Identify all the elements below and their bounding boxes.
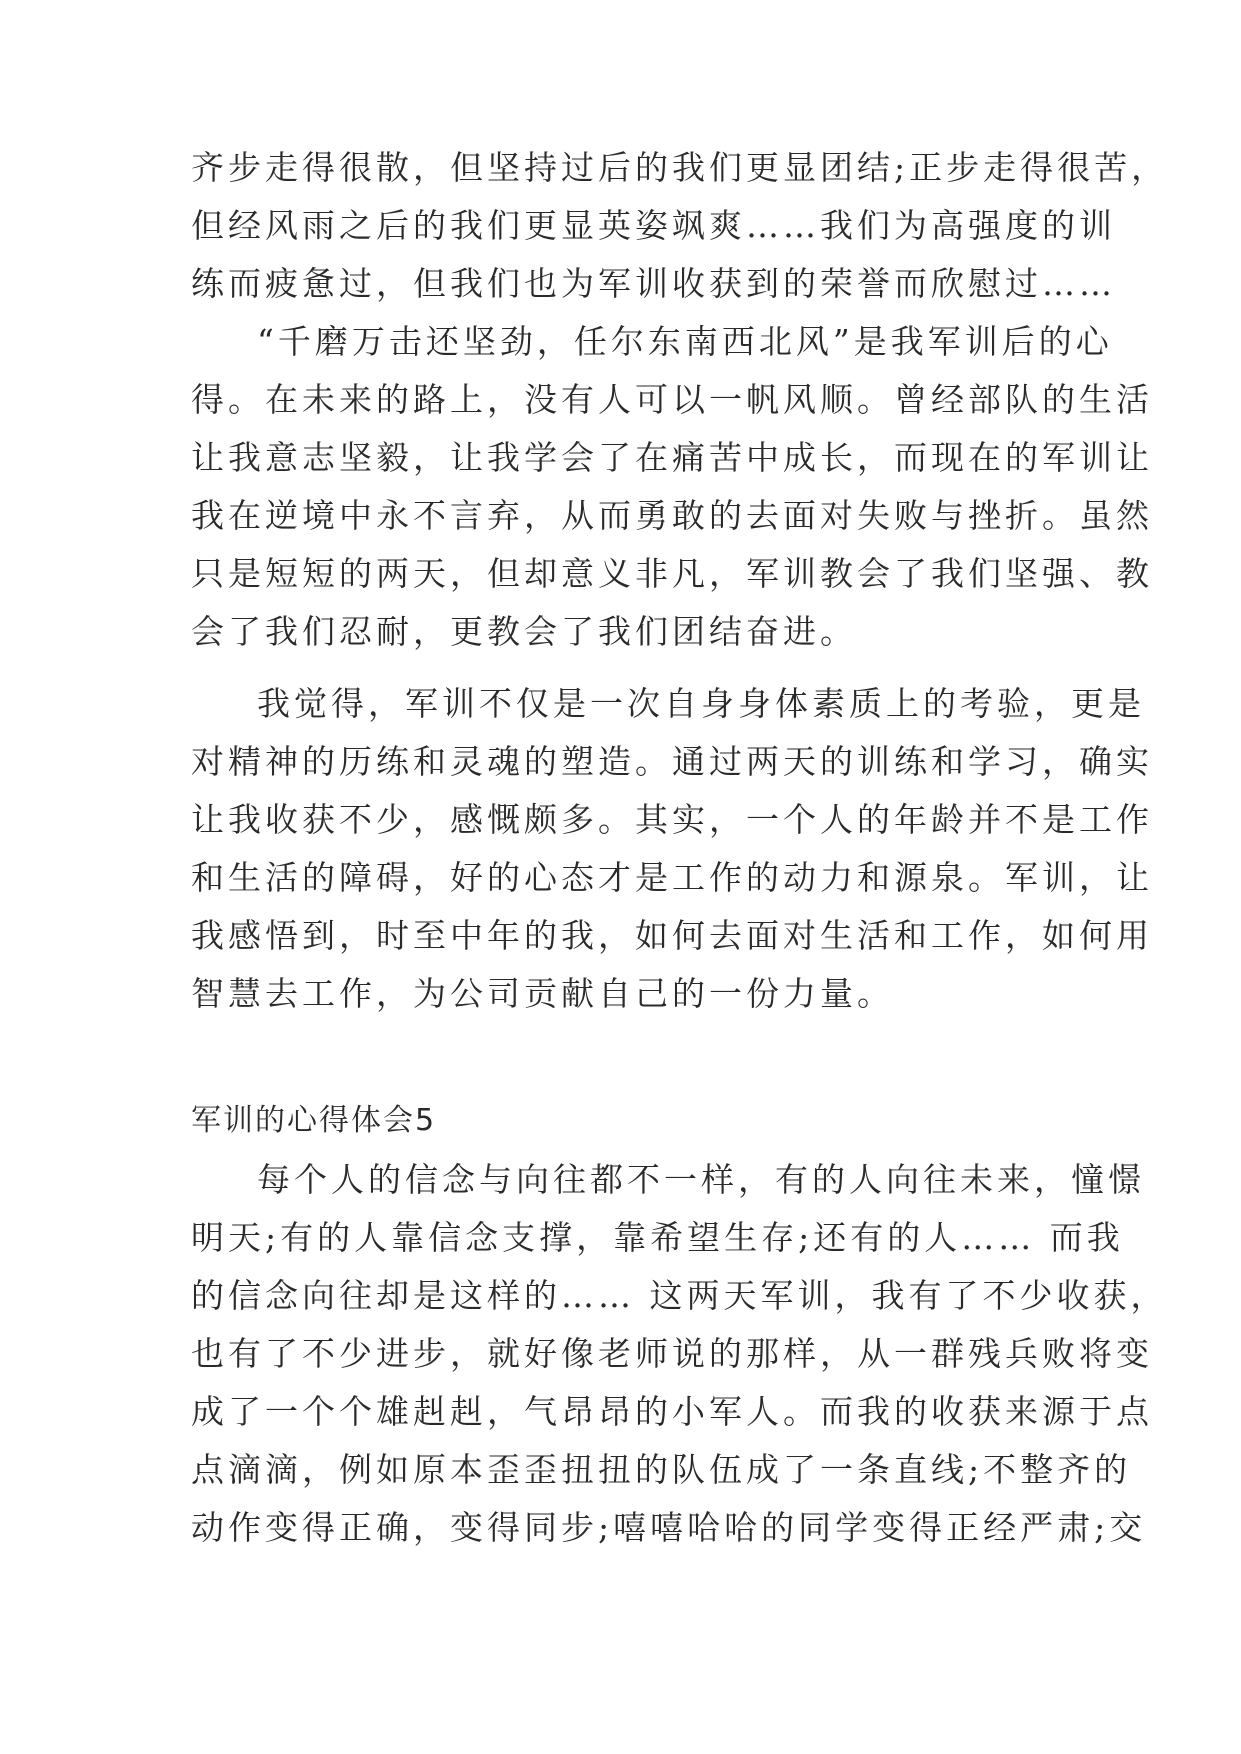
paragraph-2-line-1: “千磨万击还坚劲，任尔东南西北风”是我军训后的心 <box>257 322 1113 361</box>
paragraph-3-line-1: 我觉得，军训不仅是一次自身身体素质上的考验，更是 <box>257 684 1145 723</box>
paragraph-4-line-3: 的信念向往却是这样的…… 这两天军训，我有了不少收获， <box>191 1276 1168 1315</box>
paragraph-3-line-4: 和生活的障碍，好的心态才是工作的动力和源泉。军训，让 <box>191 858 1153 897</box>
paragraph-4-line-6: 点滴滴，例如原本歪歪扭扭的队伍成了一条直线;不整齐的 <box>191 1450 1132 1489</box>
paragraph-3-line-2: 对精神的历练和灵魂的塑造。通过两天的训练和学习，确实 <box>191 742 1153 781</box>
paragraph-4-line-1: 每个人的信念与向往都不一样，有的人向往未来，憧憬 <box>257 1160 1145 1199</box>
paragraph-4-line-2: 明天;有的人靠信念支撑，靠希望生存;还有的人…… 而我 <box>191 1218 1124 1257</box>
paragraph-4-line-7: 动作变得正确，变得同步;嘻嘻哈哈的同学变得正经严肃;交 <box>191 1508 1147 1547</box>
paragraph-2-line-2: 得。在未来的路上，没有人可以一帆风顺。曾经部队的生活 <box>191 380 1153 419</box>
paragraph-3-line-5: 我感悟到，时至中年的我，如何去面对生活和工作，如何用 <box>191 916 1153 955</box>
paragraph-2-line-6: 会了我们忍耐，更教会了我们团结奋进。 <box>191 612 857 651</box>
paragraph-2-line-5: 只是短短的两天，但却意义非凡，军训教会了我们坚强、教 <box>191 554 1153 593</box>
paragraph-1-line-1: 齐步走得很散，但坚持过后的我们更显团结;正步走得很苦， <box>191 148 1169 187</box>
paragraph-1-line-2: 但经风雨之后的我们更显英姿飒爽……我们为高强度的训 <box>191 206 1116 245</box>
paragraph-2-line-4: 我在逆境中永不言弃，从而勇敢的去面对失败与挫折。虽然 <box>191 496 1153 535</box>
paragraph-1-line-3: 练而疲惫过，但我们也为军训收获到的荣誉而欣慰过…… <box>191 264 1116 303</box>
paragraph-4-line-4: 也有了不少进步，就好像老师说的那样，从一群残兵败将变 <box>191 1334 1153 1373</box>
paragraph-4-line-5: 成了一个个雄赳赳，气昂昂的小军人。而我的收获来源于点 <box>191 1392 1153 1431</box>
paragraph-3-line-6: 智慧去工作，为公司贡献自己的一份力量。 <box>191 974 894 1013</box>
paragraph-3-line-3: 让我收获不少，感慨颇多。其实，一个人的年龄并不是工作 <box>191 800 1153 839</box>
paragraph-2-line-3: 让我意志坚毅，让我学会了在痛苦中成长，而现在的军训让 <box>191 438 1153 477</box>
section-heading: 军训的心得体会5 <box>191 1103 437 1138</box>
